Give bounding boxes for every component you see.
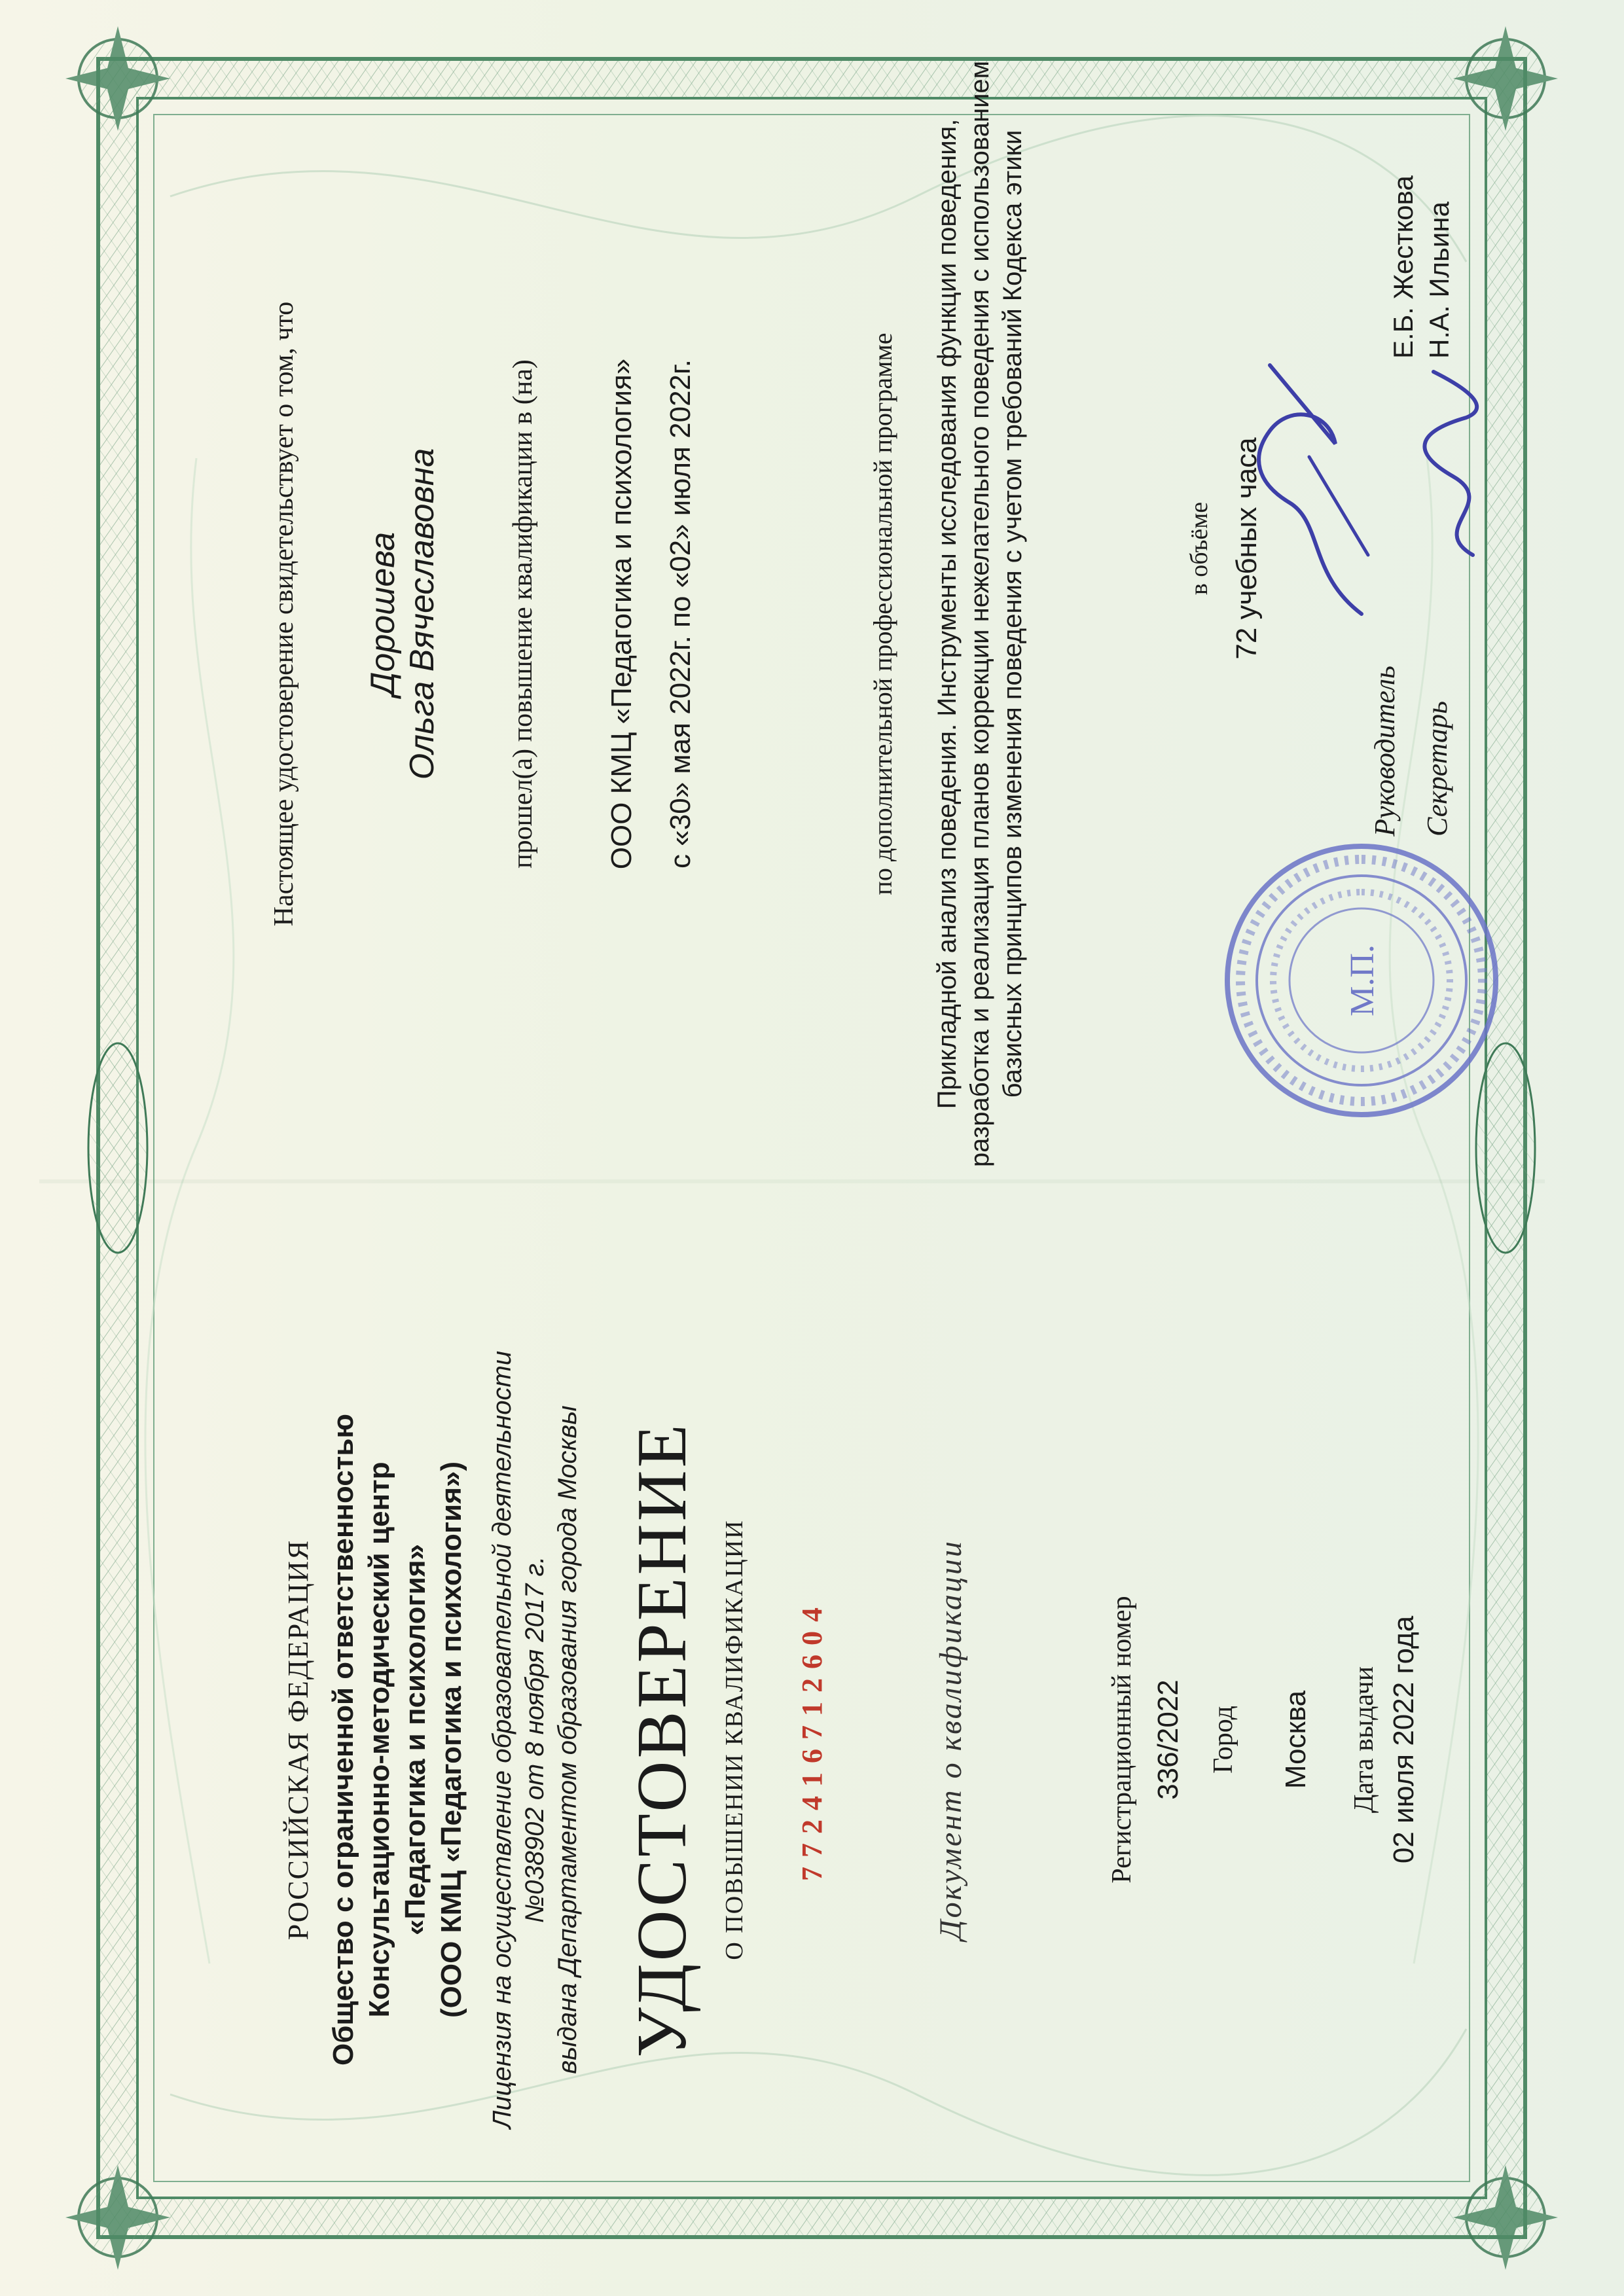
license-line-1: Лицензия на осуществление образовательной деятельности: [488, 1350, 516, 2129]
certificate-title: УДОСТОВЕРЕНИЕ: [623, 1422, 701, 2058]
program-line-1: Прикладной анализ поведения. Инструменты исследования функции поведения,: [933, 118, 962, 1109]
certificate-number: 772416712604: [796, 1598, 828, 1881]
country-name: РОССИЙСКАЯ ФЕДЕРАЦИЯ: [282, 1539, 314, 1941]
program-intro: по дополнительной профессиональной программе: [868, 332, 897, 895]
license-line-2: №038902 от 8 ноября 2017 г.: [520, 1556, 549, 1924]
issue-date-label: Дата выдачи: [1349, 1666, 1379, 1814]
volume-label: в объёме: [1185, 501, 1213, 596]
training-organization: ООО КМЦ «Педагогика и психология»: [605, 358, 638, 870]
training-period: с «30» мая 2022г. по «02» июля 2022г.: [664, 359, 696, 869]
head-role-label: Руководитель: [1369, 666, 1401, 836]
certificate-subtitle: О ПОВЫШЕНИИ КВАЛИФИКАЦИИ: [721, 1519, 748, 1960]
passed-text: прошел(а) повышение квалификации в (на): [508, 359, 538, 869]
stamp-mark: М.П.: [1344, 944, 1381, 1016]
org-line-1: Общество с ограниченной ответственностью: [327, 1414, 359, 2066]
head-name: Е.Б. Жесткова: [1388, 175, 1418, 359]
program-line-2: разработка и реализация планов коррекции нежелательного поведения с использованием: [965, 60, 994, 1168]
license-line-3: выдана Департаментом образования города Москвы: [553, 1405, 582, 2074]
org-line-2: Консультационно-методический центр: [363, 1462, 395, 2018]
org-line-4: (ООО КМЦ «Педагогика и психология»): [435, 1461, 467, 2018]
org-line-3: «Педагогика и психология»: [399, 1544, 431, 1935]
secretary-name: Н.А. Ильина: [1424, 202, 1454, 359]
issue-date-value: 02 июля 2022 года: [1388, 1615, 1420, 1864]
secretary-role-label: Секретарь: [1421, 700, 1453, 836]
intro-text: Настоящее удостоверение свидетельствует о том, что: [269, 301, 299, 927]
program-line-3: базисных принципов изменения поведения с учетом требований Кодекса этики: [998, 130, 1027, 1098]
reg-number-label: Регистрационный номер: [1107, 1596, 1137, 1884]
head-signature: [1231, 352, 1401, 627]
document-type-label: Документ о квалификации: [933, 1539, 968, 1940]
reg-number-value: 336/2022: [1152, 1679, 1184, 1800]
volume-value: 72 учебных часа: [1231, 437, 1263, 660]
organization-stamp: [1218, 836, 1506, 1124]
holder-surname: Дорошева: [364, 531, 402, 696]
secretary-signature: [1407, 359, 1512, 568]
fold-line: [39, 1179, 1545, 1183]
city-label: Город: [1208, 1706, 1238, 1774]
holder-name: Ольга Вячеславовна: [403, 448, 441, 780]
city-value: Москва: [1280, 1690, 1312, 1789]
